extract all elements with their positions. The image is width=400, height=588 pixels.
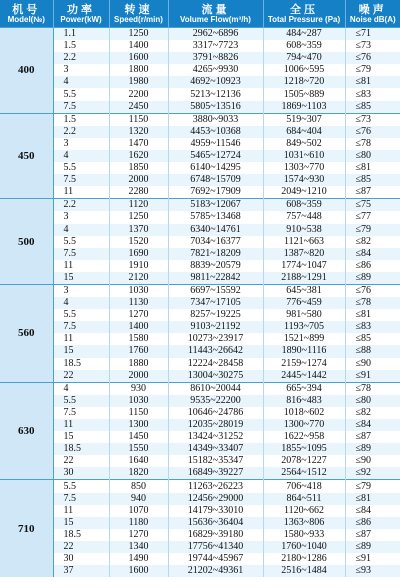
table-body — [0, 28, 400, 578]
flow-cell: 8839~20579 — [168, 260, 263, 272]
header-flow-en: Volume Flow(m³/h) — [180, 14, 251, 24]
table-row — [0, 370, 400, 383]
pressure-cell: 1121~663 — [263, 236, 345, 248]
table-row — [0, 505, 400, 517]
noise-cell: ≤80 — [345, 150, 400, 162]
power-cell: 15 — [53, 345, 109, 357]
pressure-cell: 1218~720 — [263, 76, 345, 88]
pressure-cell: 816~483 — [263, 395, 345, 407]
power-cell: 5.5 — [53, 162, 109, 174]
speed-cell: 2120 — [109, 272, 168, 285]
table-row — [0, 480, 400, 493]
flow-cell: 4453~10368 — [168, 126, 263, 138]
pressure-cell: 1890~1116 — [263, 345, 345, 357]
pressure-cell: 776~459 — [263, 297, 345, 309]
table-row — [0, 174, 400, 186]
table-row — [0, 419, 400, 431]
table-header — [0, 0, 400, 28]
pressure-cell: 1869~1103 — [263, 101, 345, 114]
pressure-cell: 1855~1095 — [263, 443, 345, 455]
noise-cell: ≤78 — [345, 382, 400, 395]
speed-cell: 1150 — [109, 113, 168, 126]
table-row — [0, 162, 400, 174]
flow-cell: 12456~29000 — [168, 493, 263, 505]
speed-cell: 1600 — [109, 565, 168, 577]
noise-cell: ≤81 — [345, 76, 400, 88]
speed-cell: 930 — [109, 382, 168, 395]
pressure-cell: 1774~1047 — [263, 260, 345, 272]
speed-cell: 1850 — [109, 162, 168, 174]
speed-cell: 850 — [109, 480, 168, 493]
power-cell: 4 — [53, 382, 109, 395]
pressure-cell: 1006~595 — [263, 64, 345, 76]
flow-cell: 8257~19225 — [168, 309, 263, 321]
table-row — [0, 333, 400, 345]
pressure-cell: 1387~820 — [263, 248, 345, 260]
power-cell: 22 — [53, 455, 109, 467]
noise-cell: ≤84 — [345, 248, 400, 260]
pressure-cell: 1300~770 — [263, 419, 345, 431]
power-cell: 5.5 — [53, 395, 109, 407]
noise-cell: ≤86 — [345, 260, 400, 272]
table-row — [0, 493, 400, 505]
table-row — [0, 186, 400, 199]
power-cell: 3 — [53, 284, 109, 297]
pressure-cell: 2516~1484 — [263, 565, 345, 577]
header-noise — [345, 0, 400, 28]
header-speed-en: Speed(r/min) — [114, 14, 163, 24]
noise-cell: ≤83 — [345, 88, 400, 100]
noise-cell: ≤82 — [345, 407, 400, 419]
power-cell: 1.5 — [53, 113, 109, 126]
pressure-cell: 684~404 — [263, 126, 345, 138]
noise-cell: ≤73 — [345, 113, 400, 126]
flow-cell: 14349~33407 — [168, 443, 263, 455]
flow-cell: 6140~14295 — [168, 162, 263, 174]
pressure-cell: 1622~958 — [263, 431, 345, 443]
header-pressure-en: Total Pressure (Pa) — [267, 14, 341, 24]
flow-cell: 6697~15592 — [168, 284, 263, 297]
noise-cell: ≤80 — [345, 395, 400, 407]
noise-cell: ≤87 — [345, 186, 400, 199]
speed-cell: 1820 — [109, 467, 168, 480]
noise-cell: ≤82 — [345, 236, 400, 248]
noise-cell: ≤78 — [345, 138, 400, 150]
speed-cell: 1130 — [109, 297, 168, 309]
table-row — [0, 553, 400, 565]
noise-cell: ≤76 — [345, 52, 400, 64]
speed-cell: 1250 — [109, 28, 168, 41]
header-flow — [168, 0, 263, 28]
table-row — [0, 28, 400, 41]
noise-cell: ≤85 — [345, 174, 400, 186]
flow-cell: 21202~49361 — [168, 565, 263, 577]
flow-cell: 9811~22842 — [168, 272, 263, 285]
power-cell: 22 — [53, 370, 109, 383]
pressure-cell: 1303~770 — [263, 162, 345, 174]
speed-cell: 940 — [109, 493, 168, 505]
speed-cell: 2200 — [109, 88, 168, 100]
power-cell: 7.5 — [53, 321, 109, 333]
power-cell: 5.5 — [53, 88, 109, 100]
power-cell: 18.5 — [53, 443, 109, 455]
speed-cell: 1150 — [109, 407, 168, 419]
speed-cell: 1030 — [109, 395, 168, 407]
power-cell: 2.2 — [53, 126, 109, 138]
header-power-cn: 功率 — [67, 2, 95, 16]
table-row — [0, 150, 400, 162]
model-cell: 500 — [0, 199, 53, 285]
flow-cell: 7034~16377 — [168, 236, 263, 248]
flow-cell: 14179~33010 — [168, 505, 263, 517]
table-row — [0, 126, 400, 138]
noise-cell: ≤81 — [345, 309, 400, 321]
power-cell: 1.5 — [53, 40, 109, 52]
power-cell: 3 — [53, 64, 109, 76]
noise-cell: ≤87 — [345, 529, 400, 541]
pressure-cell: 1031~610 — [263, 150, 345, 162]
flow-cell: 5213~12136 — [168, 88, 263, 100]
flow-cell: 9103~21192 — [168, 321, 263, 333]
pressure-cell: 2445~1442 — [263, 370, 345, 383]
pressure-cell: 1018~602 — [263, 407, 345, 419]
noise-cell: ≤85 — [345, 101, 400, 114]
speed-cell: 1400 — [109, 40, 168, 52]
power-cell: 15 — [53, 431, 109, 443]
flow-cell: 17756~41340 — [168, 541, 263, 553]
table-row — [0, 345, 400, 357]
power-cell: 4 — [53, 224, 109, 236]
noise-cell: ≤84 — [345, 505, 400, 517]
speed-cell: 1600 — [109, 52, 168, 64]
pressure-cell: 1574~930 — [263, 174, 345, 186]
header-power-en: Power(kW) — [60, 14, 102, 24]
noise-cell: ≤92 — [345, 467, 400, 480]
power-cell: 11 — [53, 186, 109, 199]
noise-cell: ≤79 — [345, 224, 400, 236]
table-row — [0, 297, 400, 309]
speed-cell: 2280 — [109, 186, 168, 199]
power-cell: 3 — [53, 211, 109, 223]
speed-cell: 1470 — [109, 138, 168, 150]
flow-cell: 3791~8826 — [168, 52, 263, 64]
pressure-cell: 2564~1512 — [263, 467, 345, 480]
header-speed-cn: 转速 — [124, 2, 153, 16]
table-row — [0, 64, 400, 76]
pressure-cell: 1505~889 — [263, 88, 345, 100]
noise-cell: ≤81 — [345, 493, 400, 505]
header-noise-en: Noise dB(A) — [349, 14, 396, 24]
pressure-cell: 757~448 — [263, 211, 345, 223]
noise-cell: ≤91 — [345, 553, 400, 565]
power-cell: 7.5 — [53, 101, 109, 114]
table-row — [0, 431, 400, 443]
speed-cell: 1070 — [109, 505, 168, 517]
noise-cell: ≤83 — [345, 321, 400, 333]
table-row — [0, 113, 400, 126]
speed-cell: 1250 — [109, 211, 168, 223]
speed-cell: 1520 — [109, 236, 168, 248]
pressure-cell: 794~470 — [263, 52, 345, 64]
speed-cell: 1800 — [109, 64, 168, 76]
power-cell: 11 — [53, 419, 109, 431]
flow-cell: 7347~17105 — [168, 297, 263, 309]
table-row — [0, 211, 400, 223]
speed-cell: 1910 — [109, 260, 168, 272]
speed-cell: 1300 — [109, 419, 168, 431]
speed-cell: 2000 — [109, 174, 168, 186]
pressure-cell: 864~511 — [263, 493, 345, 505]
speed-cell: 1580 — [109, 333, 168, 345]
pressure-cell: 1120~662 — [263, 505, 345, 517]
flow-cell: 5465~12724 — [168, 150, 263, 162]
table-row — [0, 236, 400, 248]
flow-cell: 19744~45967 — [168, 553, 263, 565]
table-row — [0, 260, 400, 272]
table-row — [0, 321, 400, 333]
power-cell: 11 — [53, 260, 109, 272]
speed-cell: 1620 — [109, 150, 168, 162]
noise-cell: ≤79 — [345, 64, 400, 76]
table-row — [0, 565, 400, 577]
flow-cell: 5805~13516 — [168, 101, 263, 114]
power-cell: 3 — [53, 138, 109, 150]
speed-cell: 2000 — [109, 370, 168, 383]
noise-cell: ≤76 — [345, 126, 400, 138]
noise-cell: ≤89 — [345, 443, 400, 455]
power-cell: 15 — [53, 517, 109, 529]
pressure-cell: 484~287 — [263, 28, 345, 41]
flow-cell: 16829~39180 — [168, 529, 263, 541]
table-row — [0, 358, 400, 370]
header-speed — [109, 0, 168, 28]
flow-cell: 13424~31252 — [168, 431, 263, 443]
speed-cell: 1640 — [109, 455, 168, 467]
speed-cell: 1340 — [109, 541, 168, 553]
pressure-cell: 910~538 — [263, 224, 345, 236]
speed-cell: 1400 — [109, 321, 168, 333]
noise-cell: ≤90 — [345, 455, 400, 467]
noise-cell: ≤86 — [345, 517, 400, 529]
power-cell: 4 — [53, 297, 109, 309]
flow-cell: 6748~15709 — [168, 174, 263, 186]
table-row — [0, 455, 400, 467]
power-cell: 5.5 — [53, 236, 109, 248]
noise-cell: ≤75 — [345, 199, 400, 212]
flow-cell: 10273~23917 — [168, 333, 263, 345]
speed-cell: 1880 — [109, 358, 168, 370]
flow-cell: 5785~13468 — [168, 211, 263, 223]
noise-cell: ≤85 — [345, 333, 400, 345]
flow-cell: 11443~26642 — [168, 345, 263, 357]
noise-cell: ≤90 — [345, 358, 400, 370]
power-cell: 1.1 — [53, 28, 109, 41]
flow-cell: 8610~20044 — [168, 382, 263, 395]
pressure-cell: 1521~899 — [263, 333, 345, 345]
power-cell: 2.2 — [53, 199, 109, 212]
table-row — [0, 443, 400, 455]
speed-cell: 1450 — [109, 431, 168, 443]
speed-cell: 1120 — [109, 199, 168, 212]
pressure-cell: 981~580 — [263, 309, 345, 321]
flow-cell: 3880~9033 — [168, 113, 263, 126]
model-cell: 560 — [0, 284, 53, 382]
table-row — [0, 541, 400, 553]
speed-cell: 1270 — [109, 309, 168, 321]
speed-cell: 1030 — [109, 284, 168, 297]
power-cell: 5.5 — [53, 480, 109, 493]
table-row — [0, 395, 400, 407]
power-cell: 22 — [53, 541, 109, 553]
flow-cell: 15636~36404 — [168, 517, 263, 529]
speed-cell: 1980 — [109, 76, 168, 88]
power-cell: 30 — [53, 553, 109, 565]
speed-cell: 1550 — [109, 443, 168, 455]
power-cell: 7.5 — [53, 174, 109, 186]
table-row — [0, 40, 400, 52]
table-row — [0, 52, 400, 64]
pressure-cell: 2188~1291 — [263, 272, 345, 285]
pressure-cell: 1580~933 — [263, 529, 345, 541]
header-noise-cn: 噪声 — [358, 2, 387, 16]
header-model — [0, 0, 53, 28]
table-row — [0, 138, 400, 150]
power-cell: 5.5 — [53, 309, 109, 321]
flow-cell: 4692~10923 — [168, 76, 263, 88]
pressure-cell: 1193~705 — [263, 321, 345, 333]
pressure-cell: 645~381 — [263, 284, 345, 297]
pressure-cell: 665~394 — [263, 382, 345, 395]
flow-cell: 9535~22200 — [168, 395, 263, 407]
header-pressure — [263, 0, 345, 28]
power-cell: 7.5 — [53, 493, 109, 505]
table-row — [0, 382, 400, 395]
noise-cell: ≤76 — [345, 284, 400, 297]
flow-cell: 3317~7723 — [168, 40, 263, 52]
noise-cell: ≤89 — [345, 541, 400, 553]
table-row — [0, 272, 400, 285]
flow-cell: 7692~17909 — [168, 186, 263, 199]
table-row — [0, 101, 400, 114]
header-pressure-cn: 全压 — [290, 2, 318, 16]
pressure-cell: 2159~1274 — [263, 358, 345, 370]
flow-cell: 4959~11546 — [168, 138, 263, 150]
table-row — [0, 248, 400, 260]
flow-cell: 2962~6896 — [168, 28, 263, 41]
table-row — [0, 76, 400, 88]
flow-cell: 7821~18209 — [168, 248, 263, 260]
table-row — [0, 529, 400, 541]
noise-cell: ≤79 — [345, 480, 400, 493]
table-row — [0, 309, 400, 321]
pressure-cell: 2180~1286 — [263, 553, 345, 565]
pressure-cell: 608~359 — [263, 199, 345, 212]
power-cell: 30 — [53, 467, 109, 480]
flow-cell: 11263~26223 — [168, 480, 263, 493]
noise-cell: ≤77 — [345, 211, 400, 223]
noise-cell: ≤93 — [345, 565, 400, 577]
table-row — [0, 407, 400, 419]
flow-cell: 12035~28019 — [168, 419, 263, 431]
noise-cell: ≤91 — [345, 370, 400, 383]
flow-cell: 13004~30275 — [168, 370, 263, 383]
noise-cell: ≤78 — [345, 297, 400, 309]
header-row — [0, 0, 400, 28]
speed-cell: 1490 — [109, 553, 168, 565]
model-cell: 630 — [0, 382, 53, 480]
noise-cell: ≤71 — [345, 28, 400, 41]
flow-cell: 15182~35347 — [168, 455, 263, 467]
power-cell: 37 — [53, 565, 109, 577]
power-cell: 18.5 — [53, 529, 109, 541]
flow-cell: 16849~39227 — [168, 467, 263, 480]
speed-cell: 1270 — [109, 529, 168, 541]
power-cell: 15 — [53, 272, 109, 285]
flow-cell: 10646~24786 — [168, 407, 263, 419]
power-cell: 7.5 — [53, 407, 109, 419]
noise-cell: ≤88 — [345, 345, 400, 357]
speed-cell: 1690 — [109, 248, 168, 260]
header-model-en: Model(№) — [7, 14, 45, 24]
model-cell: 400 — [0, 28, 53, 114]
noise-cell: ≤73 — [345, 40, 400, 52]
speed-cell: 1760 — [109, 345, 168, 357]
pressure-cell: 849~502 — [263, 138, 345, 150]
pressure-cell: 1363~806 — [263, 517, 345, 529]
pressure-cell: 706~418 — [263, 480, 345, 493]
speed-cell: 1180 — [109, 517, 168, 529]
flow-cell: 4265~9930 — [168, 64, 263, 76]
pressure-cell: 1760~1040 — [263, 541, 345, 553]
table-row — [0, 467, 400, 480]
table-row — [0, 517, 400, 529]
speed-cell: 2450 — [109, 101, 168, 114]
flow-cell: 6340~14761 — [168, 224, 263, 236]
power-cell: 11 — [53, 333, 109, 345]
header-flow-cn: 流量 — [201, 2, 230, 16]
pressure-cell: 2049~1210 — [263, 186, 345, 199]
pressure-cell: 519~307 — [263, 113, 345, 126]
speed-cell: 1370 — [109, 224, 168, 236]
speed-cell: 1320 — [109, 126, 168, 138]
table-row — [0, 88, 400, 100]
flow-cell: 12224~28458 — [168, 358, 263, 370]
pressure-cell: 2078~1227 — [263, 455, 345, 467]
table-row — [0, 284, 400, 297]
header-power — [53, 0, 109, 28]
model-cell: 450 — [0, 113, 53, 199]
power-cell: 4 — [53, 150, 109, 162]
noise-cell: ≤81 — [345, 162, 400, 174]
table-row — [0, 224, 400, 236]
flow-cell: 5183~12067 — [168, 199, 263, 212]
pressure-cell: 608~359 — [263, 40, 345, 52]
power-cell: 7.5 — [53, 248, 109, 260]
power-cell: 4 — [53, 76, 109, 88]
header-model-cn: 机号 — [12, 2, 41, 16]
noise-cell: ≤87 — [345, 431, 400, 443]
table-row — [0, 199, 400, 212]
model-cell: 710 — [0, 480, 53, 577]
noise-cell: ≤89 — [345, 272, 400, 285]
power-cell: 2.2 — [53, 52, 109, 64]
noise-cell: ≤84 — [345, 419, 400, 431]
power-cell: 11 — [53, 505, 109, 517]
power-cell: 18.5 — [53, 358, 109, 370]
